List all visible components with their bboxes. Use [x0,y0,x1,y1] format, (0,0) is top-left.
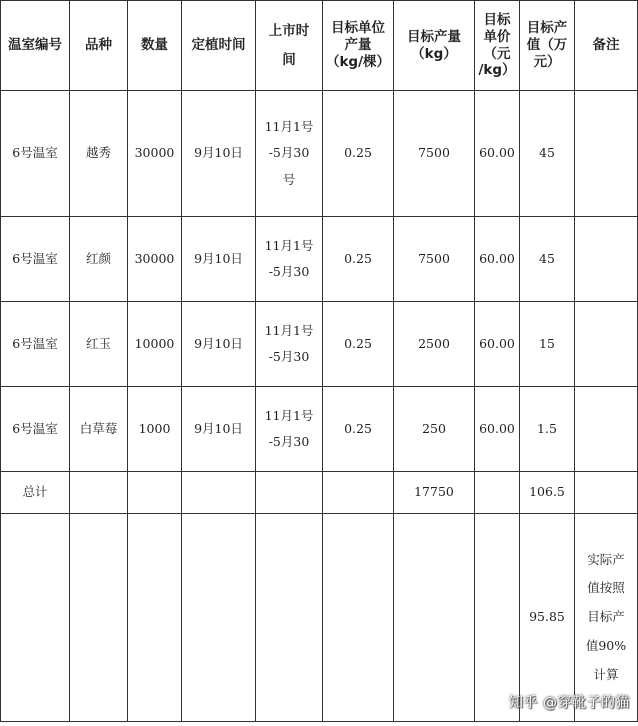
cell-value: 15 [520,302,575,387]
cell-market: 11月1号 -5月30 [256,217,323,302]
cell-remarks [575,387,638,472]
cell-price: 60.00 [475,387,520,472]
cell-quantity: 1000 [128,387,182,472]
cell-empty [475,472,520,514]
cell-target-yield: 250 [394,387,475,472]
cell-market: 11月1号 -5月30 号 [256,91,323,217]
cell-value: 45 [520,91,575,217]
cell-target-yield: 7500 [394,91,475,217]
actual-value: 95.85 [520,514,575,722]
cell-empty [323,514,394,722]
total-row [1,472,638,514]
total-label: 总计 [1,472,70,514]
total-target-yield: 17750 [394,472,475,514]
cell-value: 1.5 [520,387,575,472]
cell-planting: 9月10日 [182,91,256,217]
header-market-time: 上市时 间 [256,1,323,91]
cell-greenhouse: 6号温室 [1,387,70,472]
cell-empty [70,514,128,722]
cell-remarks [575,302,638,387]
cell-empty [256,472,323,514]
cell-unit-yield: 0.25 [323,302,394,387]
header-unit-price: 目标 单价 （元 /kg） [475,1,520,91]
cell-greenhouse: 6号温室 [1,217,70,302]
cell-quantity: 10000 [128,302,182,387]
header-planting-time: 定植时间 [182,1,256,91]
cell-empty [475,514,520,722]
header-quantity: 数量 [128,1,182,91]
cell-planting: 9月10日 [182,217,256,302]
header-unit-yield: 目标单位 产量 （kg/棵） [323,1,394,91]
header-row [1,1,638,91]
cell-empty [70,472,128,514]
table-row [1,91,638,217]
cell-variety: 越秀 [70,91,128,217]
header-target-yield: 目标产量 （kg） [394,1,475,91]
cell-market: 11月1号 -5月30 [256,387,323,472]
cell-unit-yield: 0.25 [323,91,394,217]
cell-market: 11月1号 -5月30 [256,302,323,387]
cell-empty [256,514,323,722]
cell-empty [575,472,638,514]
header-output-value: 目标产 值（万 元） [520,1,575,91]
cell-price: 60.00 [475,217,520,302]
cell-empty [323,472,394,514]
cell-target-yield: 2500 [394,302,475,387]
cell-greenhouse: 6号温室 [1,302,70,387]
cell-price: 60.00 [475,91,520,217]
cell-remarks [575,91,638,217]
header-greenhouse-no: 温室编号 [1,1,70,91]
table-row [1,387,638,472]
cell-empty [128,472,182,514]
cell-empty [394,514,475,722]
cell-planting: 9月10日 [182,387,256,472]
table-row [1,302,638,387]
cell-empty [1,514,70,722]
table-row [1,217,638,302]
actual-value-row [1,514,638,722]
cell-empty [128,514,182,722]
cell-target-yield: 7500 [394,217,475,302]
cell-variety: 红颜 [70,217,128,302]
cell-quantity: 30000 [128,91,182,217]
zhihu-watermark: 知乎 @穿靴子的猫 [509,695,630,711]
header-remarks: 备注 [575,1,638,91]
cell-planting: 9月10日 [182,302,256,387]
cell-variety: 白草莓 [70,387,128,472]
cell-empty [182,514,256,722]
cell-variety: 红玉 [70,302,128,387]
actual-note: 实际产 值按照 目标产 值90% 计算 [575,514,638,722]
total-value: 106.5 [520,472,575,514]
cell-quantity: 30000 [128,217,182,302]
cell-greenhouse: 6号温室 [1,91,70,217]
cell-price: 60.00 [475,302,520,387]
cell-unit-yield: 0.25 [323,387,394,472]
cell-remarks [575,217,638,302]
header-variety: 品种 [70,1,128,91]
cell-value: 45 [520,217,575,302]
cell-unit-yield: 0.25 [323,217,394,302]
cell-empty [182,472,256,514]
